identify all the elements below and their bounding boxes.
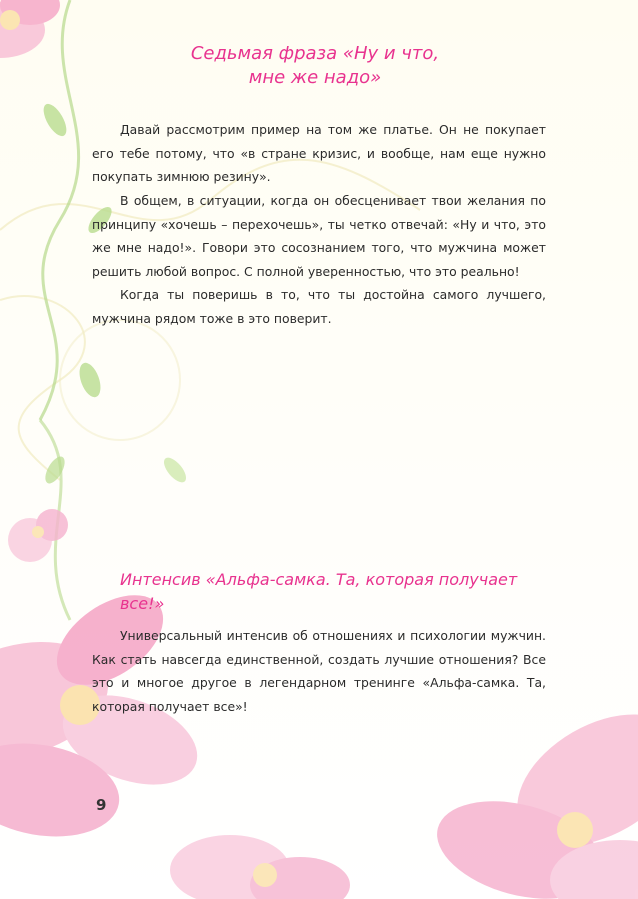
flower-icon: [8, 509, 68, 562]
paragraph: Когда ты поверишь в то, что ты достойна самого лучшего, мужчина рядом тоже в это поверит.: [92, 287, 546, 326]
flower-icon: [426, 687, 638, 899]
section-title: [150, 42, 480, 90]
promo-paragraph: Универсальный интенсив об отношениях и психологии мужчин. Как стать навсегда единственной, создать лучшие отношения? Все это и многое другое в легендарном тренинге «Альфа-самка. Та, которая получает все»!: [92, 628, 546, 714]
section-title-line: мне же надо»: [248, 67, 382, 88]
paragraph: Давай рассмотрим пример на том же платье. Он не покупает его тебе потому, что «в стране кризис, и вообще, нам еще нужно покупать зимнюю резину».: [92, 122, 546, 184]
vine: [40, 0, 79, 420]
page-number: 9: [96, 796, 107, 814]
paragraph: В общем, в ситуации, когда он обесценивает твои желания по принципу «хочешь – перехочешь», ты четко отвечай: «Ну и что, это же мне надо!». Говори это сосознанием того, что мужчина может решить любой вопрос. С полной уверенностью, что это реально!: [92, 193, 546, 279]
section-title-line: Седьмая фраза «Ну и что,: [190, 43, 440, 64]
leaf-icon: [75, 360, 104, 400]
flower-icon: [170, 835, 350, 899]
swirl-ornament: [60, 320, 180, 440]
flower-icon: [0, 0, 60, 58]
promo-heading: Интенсив «Альфа-самка. Та, которая получает все!»: [120, 570, 518, 613]
leaf-icon: [39, 100, 71, 139]
leaf-icon: [160, 454, 190, 486]
leaf-icon: [41, 454, 68, 487]
swirl-ornament: [0, 296, 85, 480]
